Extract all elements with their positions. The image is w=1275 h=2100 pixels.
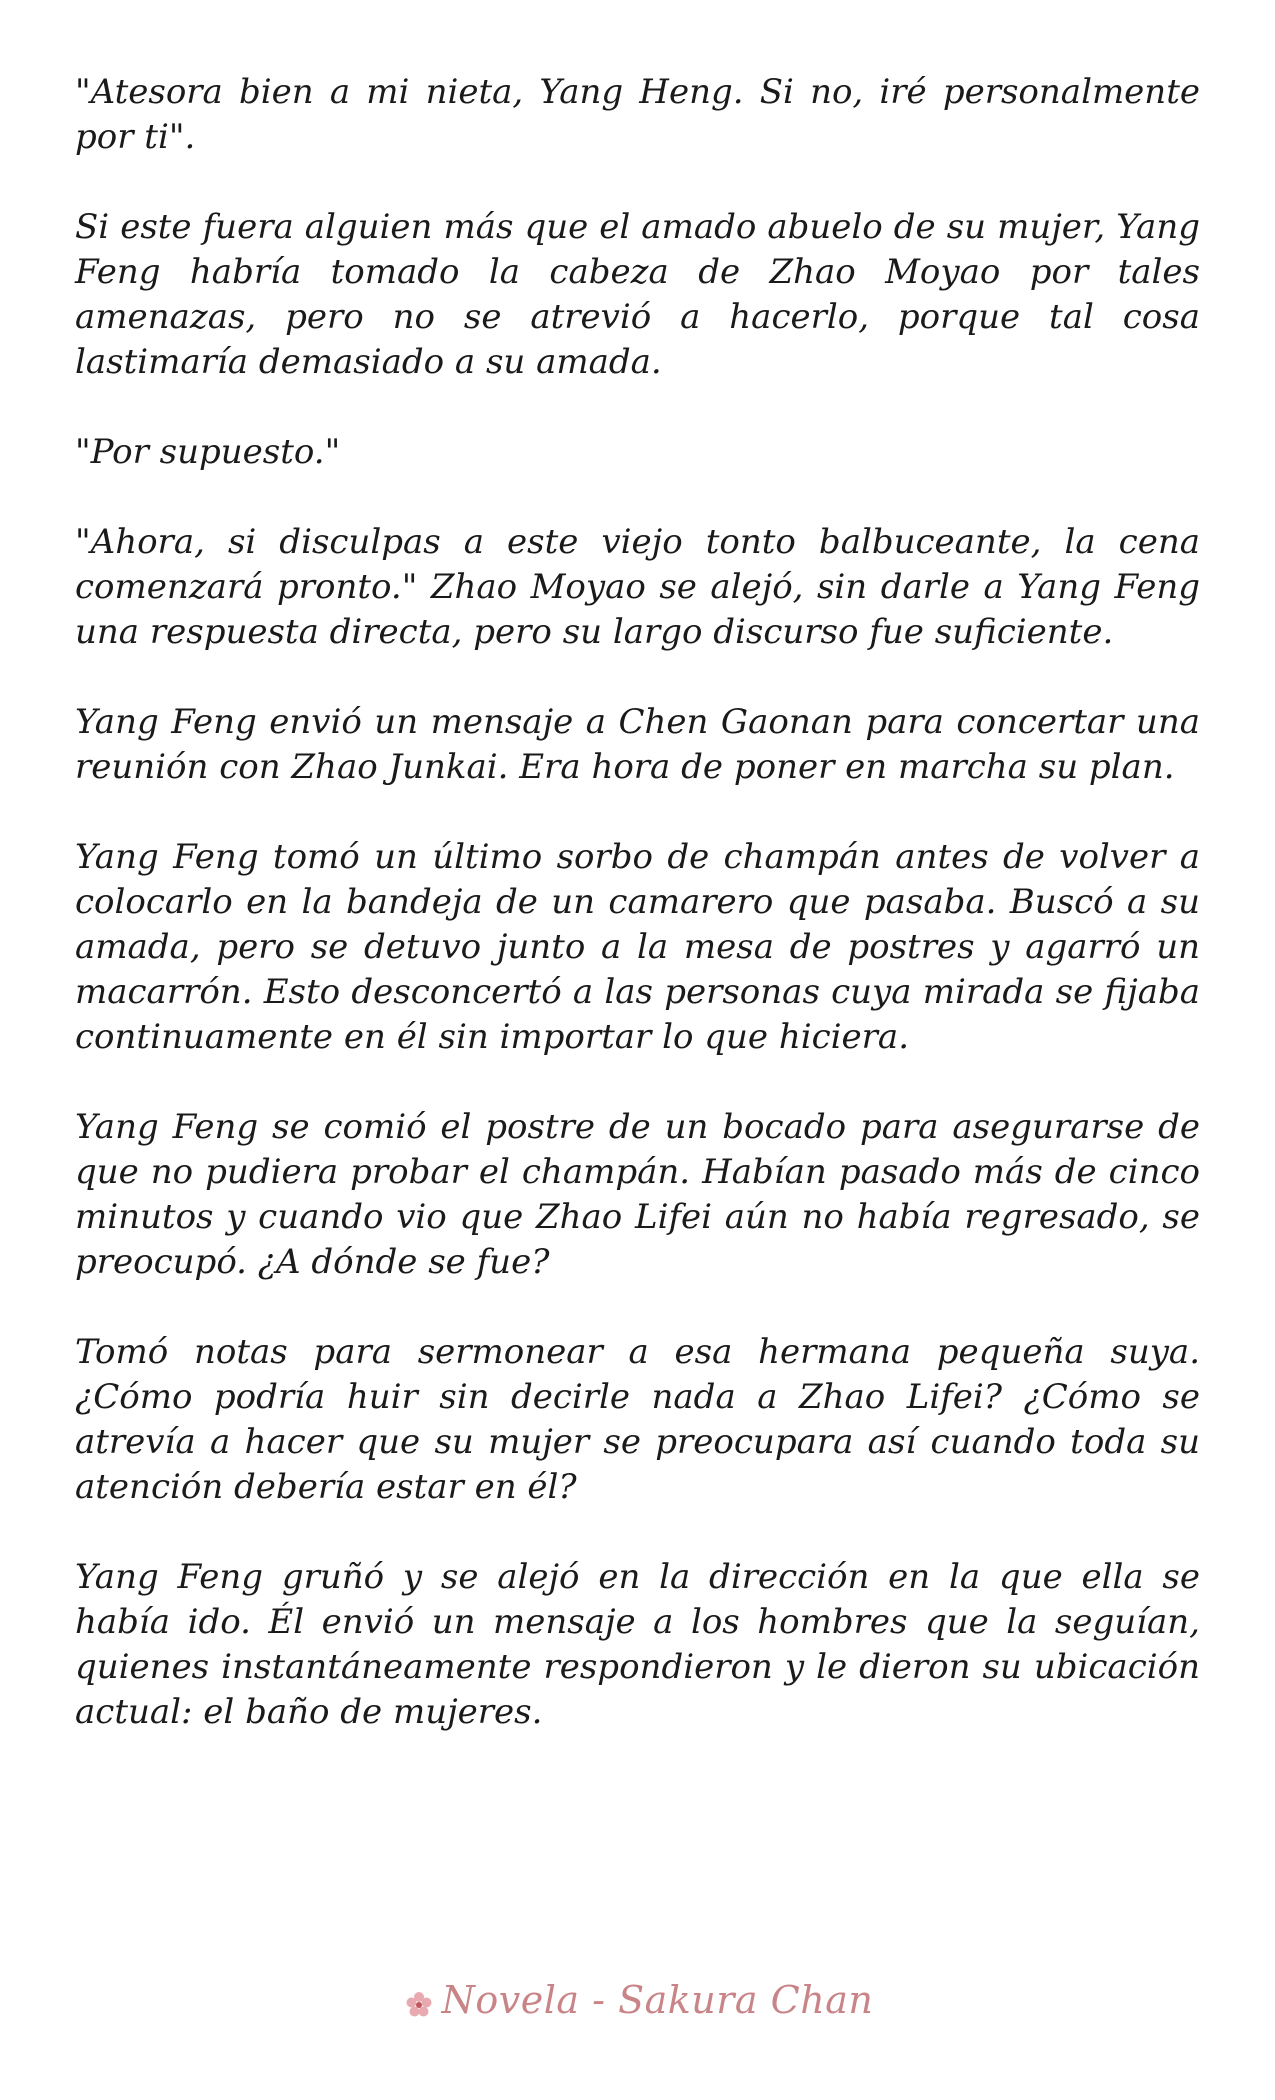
paragraph-6: Yang Feng tomó un último sorbo de champán antes de volver a colocarlo en la bandeja de un camarero que pasaba. Buscó a su amada, pero se detuvo junto a la mesa de postres y agarró un macarrón. Esto desconcertó a las personas cuya mirada se fijaba continuamente en él sin importar lo que hiciera. (75, 837, 1200, 1057)
paragraph-9: Yang Feng gruñó y se alejó en la dirección en la que ella se había ido. Él envió un mensaje a los hombres que la seguían, quienes instantáneamente respondieron y le dieron su ubicación actual: el baño de mujeres. (75, 1557, 1200, 1732)
watermark (0, 1978, 1275, 2022)
cherry-blossom-icon (402, 1987, 436, 2021)
watermark-text: Novela - Sakura Chan (441, 1978, 874, 2022)
paragraph-5: Yang Feng envió un mensaje a Chen Gaonan para concertar una reunión con Zhao Junkai. Era hora de poner en marcha su plan. (75, 702, 1200, 787)
paragraph-4: "Ahora, si disculpas a este viejo tonto balbuceante, la cena comenzará pronto." Zhao Moyao se alejó, sin darle a Yang Feng una respuesta directa, pero su largo discurso fue suficiente. (75, 522, 1200, 652)
document-body (75, 70, 1200, 1780)
paragraph-7: Yang Feng se comió el postre de un bocado para asegurarse de que no pudiera probar el champán. Habían pasado más de cinco minutos y cuando vio que Zhao Lifei aún no había regresado, se preocupó. ¿A dónde se fue? (75, 1107, 1200, 1282)
paragraph-3: "Por supuesto." (75, 432, 341, 472)
paragraph-2: Si este fuera alguien más que el amado abuelo de su mujer, Yang Feng habría tomado la cabeza de Zhao Moyao por tales amenazas, pero no se atrevió a hacerlo, porque tal cosa lastimaría demasiado a su amada. (75, 207, 1200, 382)
paragraph-1: "Atesora bien a mi nieta, Yang Heng. Si no, iré personalmente por ti". (75, 72, 1200, 157)
paragraph-8: Tomó notas para sermonear a esa hermana pequeña suya. ¿Cómo podría huir sin decirle nada a Zhao Lifei? ¿Cómo se atrevía a hacer que su mujer se preocupara así cuando toda su atención debería estar en él? (75, 1332, 1200, 1507)
